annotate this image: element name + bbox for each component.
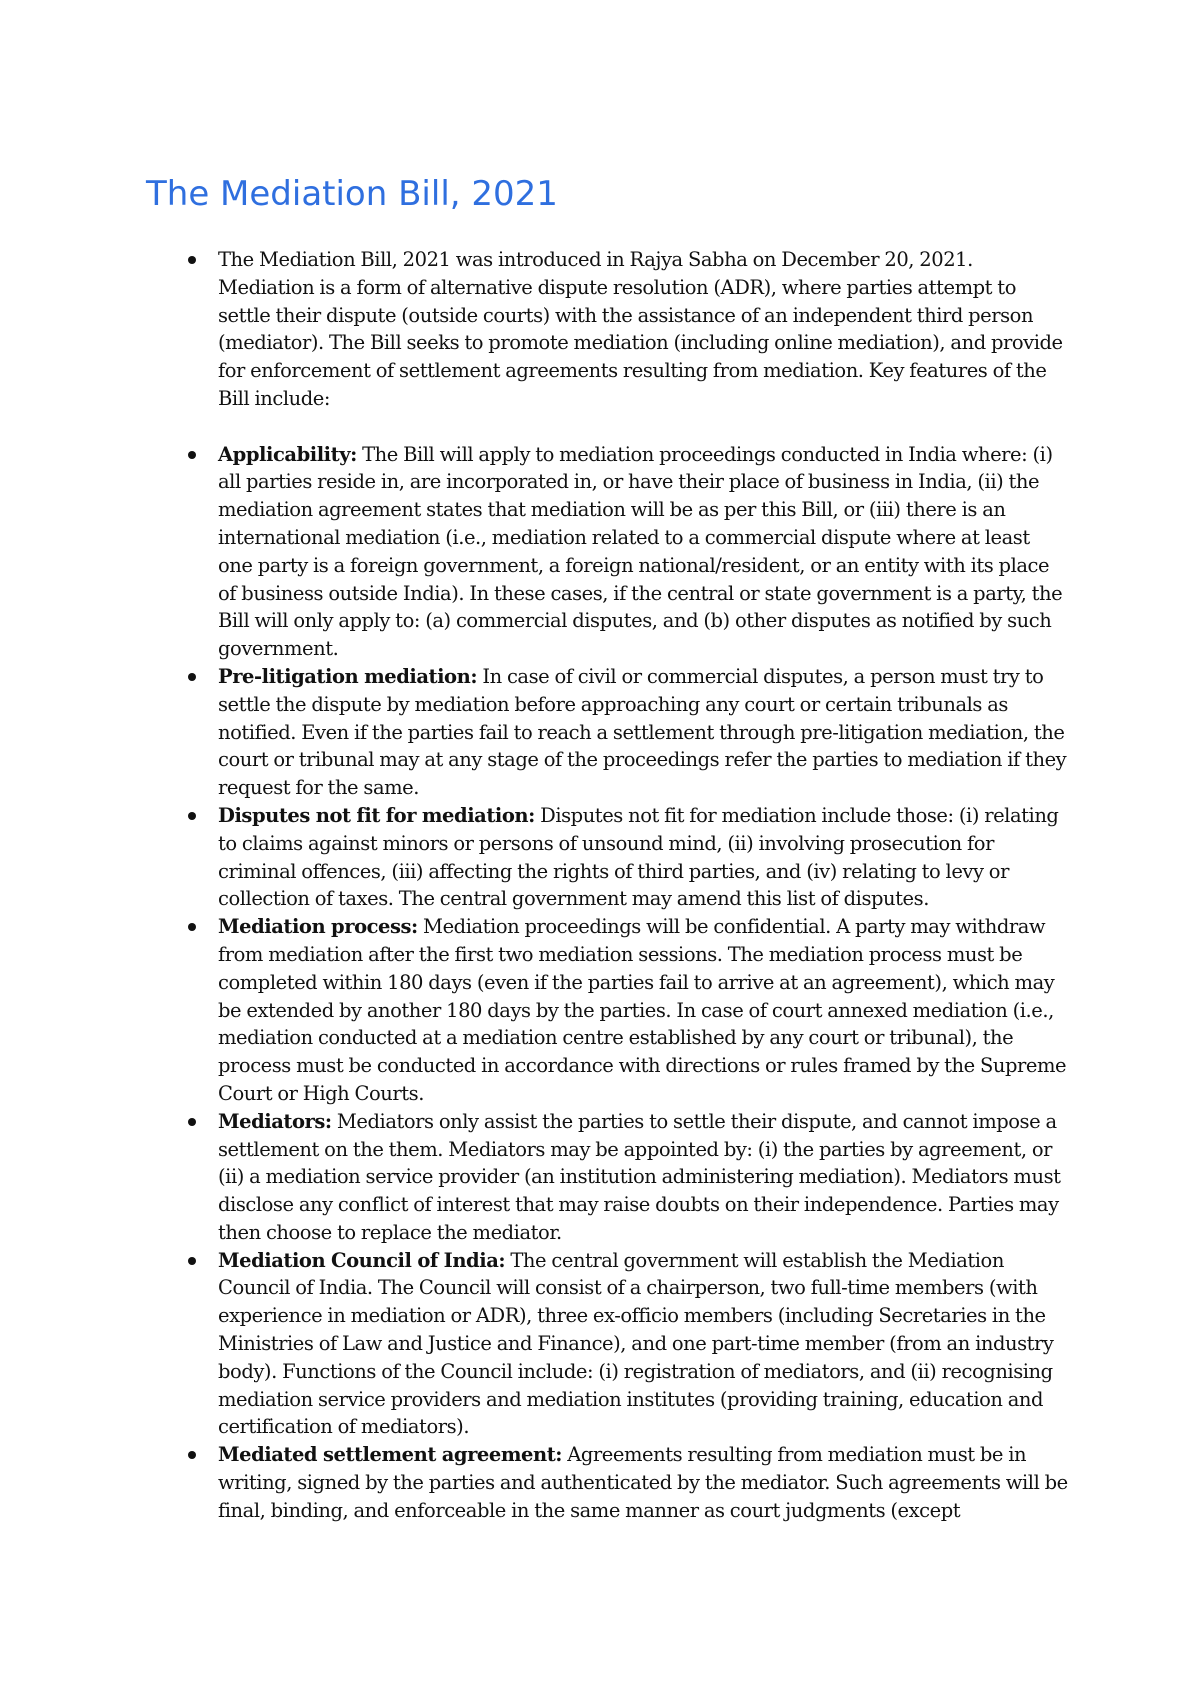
list-item-applicability xyxy=(218,441,1068,663)
item-text: Agreements resulting from mediation must be in writing, signed by the parties and authenticated by the mediator. Such agreements will be final, binding, and enforceable in the same manner as court judgments (except xyxy=(218,1443,1068,1522)
bullet-icon xyxy=(188,812,196,820)
bullet-icon xyxy=(188,451,196,459)
item-heading: Pre-litigation mediation: xyxy=(218,664,478,688)
list-item-settlement-agreement xyxy=(218,1441,1068,1524)
bullet-icon xyxy=(188,1451,196,1459)
item-heading: Applicability: xyxy=(218,442,357,466)
document-title: The Mediation Bill, 2021 xyxy=(146,174,558,214)
bullet-icon xyxy=(188,1257,196,1265)
item-text: The Bill will apply to mediation proceedings conducted in India where: (i) all parties reside in, are incorporated in, or have their place of business in India, (ii) the mediation agreement states that mediation will be as per this Bill, or (iii) there is an international mediation (i.e., mediation related to a commercial dispute where at least one party is a foreign government, a foreign national/resident, or an entity with its place of business outside India). In these cases, if the central or state government is a party, the Bill will only apply to: (a) commercial disputes, and (b) other disputes as notified by such government. xyxy=(218,442,1063,661)
item-heading: Mediation process: xyxy=(218,915,418,939)
list-item-disputes-not-fit xyxy=(218,802,1068,913)
feature-list xyxy=(218,246,1068,1525)
item-text: The central government will establish the Mediation Council of India. The Council will consist of a chairperson, two full-time members (with experience in mediation or ADR), three ex-officio members (including Secretaries in the Ministries of Law and Justice and Finance), and one part-time member (from an industry body). Functions of the Council include: (i) registration of mediators, and (ii) recognising mediation service providers and mediation institutes (providing training, education and certification of mediators). xyxy=(218,1248,1054,1439)
item-heading: Disputes not fit for mediation: xyxy=(218,803,535,827)
item-heading: Mediation Council of India: xyxy=(218,1248,506,1272)
list-item-mediation-council xyxy=(218,1247,1068,1442)
item-heading: Mediators: xyxy=(218,1109,332,1133)
list-item-pre-litigation xyxy=(218,663,1068,802)
bullet-icon xyxy=(188,673,196,681)
item-text: In case of civil or commercial disputes, a person must try to settle the dispute by mediation before approaching any court or certain tribunals as notified. Even if the parties fail to reach a settlement through pre-litigation mediation, the court or tribunal may at any stage of the proceedings refer the parties to mediation if they request for the same. xyxy=(218,664,1067,800)
item-heading: Mediated settlement agreement: xyxy=(218,1443,563,1467)
bullet-icon xyxy=(188,256,196,264)
bullet-icon xyxy=(188,923,196,931)
bullet-icon xyxy=(188,1118,196,1126)
list-item-introduction xyxy=(218,246,1068,413)
item-text: Mediation proceedings will be confidential. A party may withdraw from mediation after the first two mediation sessions. The mediation process must be completed within 180 days (even if the parties fail to arrive at an agreement), which may be extended by another 180 days by the parties. In case of court annexed mediation (i.e., mediation conducted at a mediation centre established by any court or tribunal), the process must be conducted in accordance with directions or rules framed by the Supreme Court or High Courts. xyxy=(218,915,1067,1105)
list-item-mediators xyxy=(218,1108,1068,1247)
item-text: Disputes not fit for mediation include those: (i) relating to claims against minors or persons of unsound mind, (ii) involving prosecution for criminal offences, (iii) affecting the rights of third parties, and (iv) relating to levy or collection of taxes. The central government may amend this list of disputes. xyxy=(218,803,1059,911)
list-item-mediation-process xyxy=(218,913,1068,1108)
item-text: Mediators only assist the parties to settle their dispute, and cannot impose a settlement on the them. Mediators may be appointed by: (i) the parties by agreement, or (ii) a mediation service provider (an institution administering mediation). Mediators must disclose any conflict of interest that may raise doubts on their independence. Parties may then choose to replace the mediator. xyxy=(218,1109,1061,1244)
item-text: The Mediation Bill, 2021 was introduced in Rajya Sabha on December 20, 2021. Mediation is a form of alternative dispute resolution (ADR), where parties attempt to settle their dispute (outside courts) with the assistance of an independent third person (mediator). The Bill seeks to promote mediation (including online mediation), and provide for enforcement of settlement agreements resulting from mediation. Key features of the Bill include: xyxy=(218,248,1063,410)
